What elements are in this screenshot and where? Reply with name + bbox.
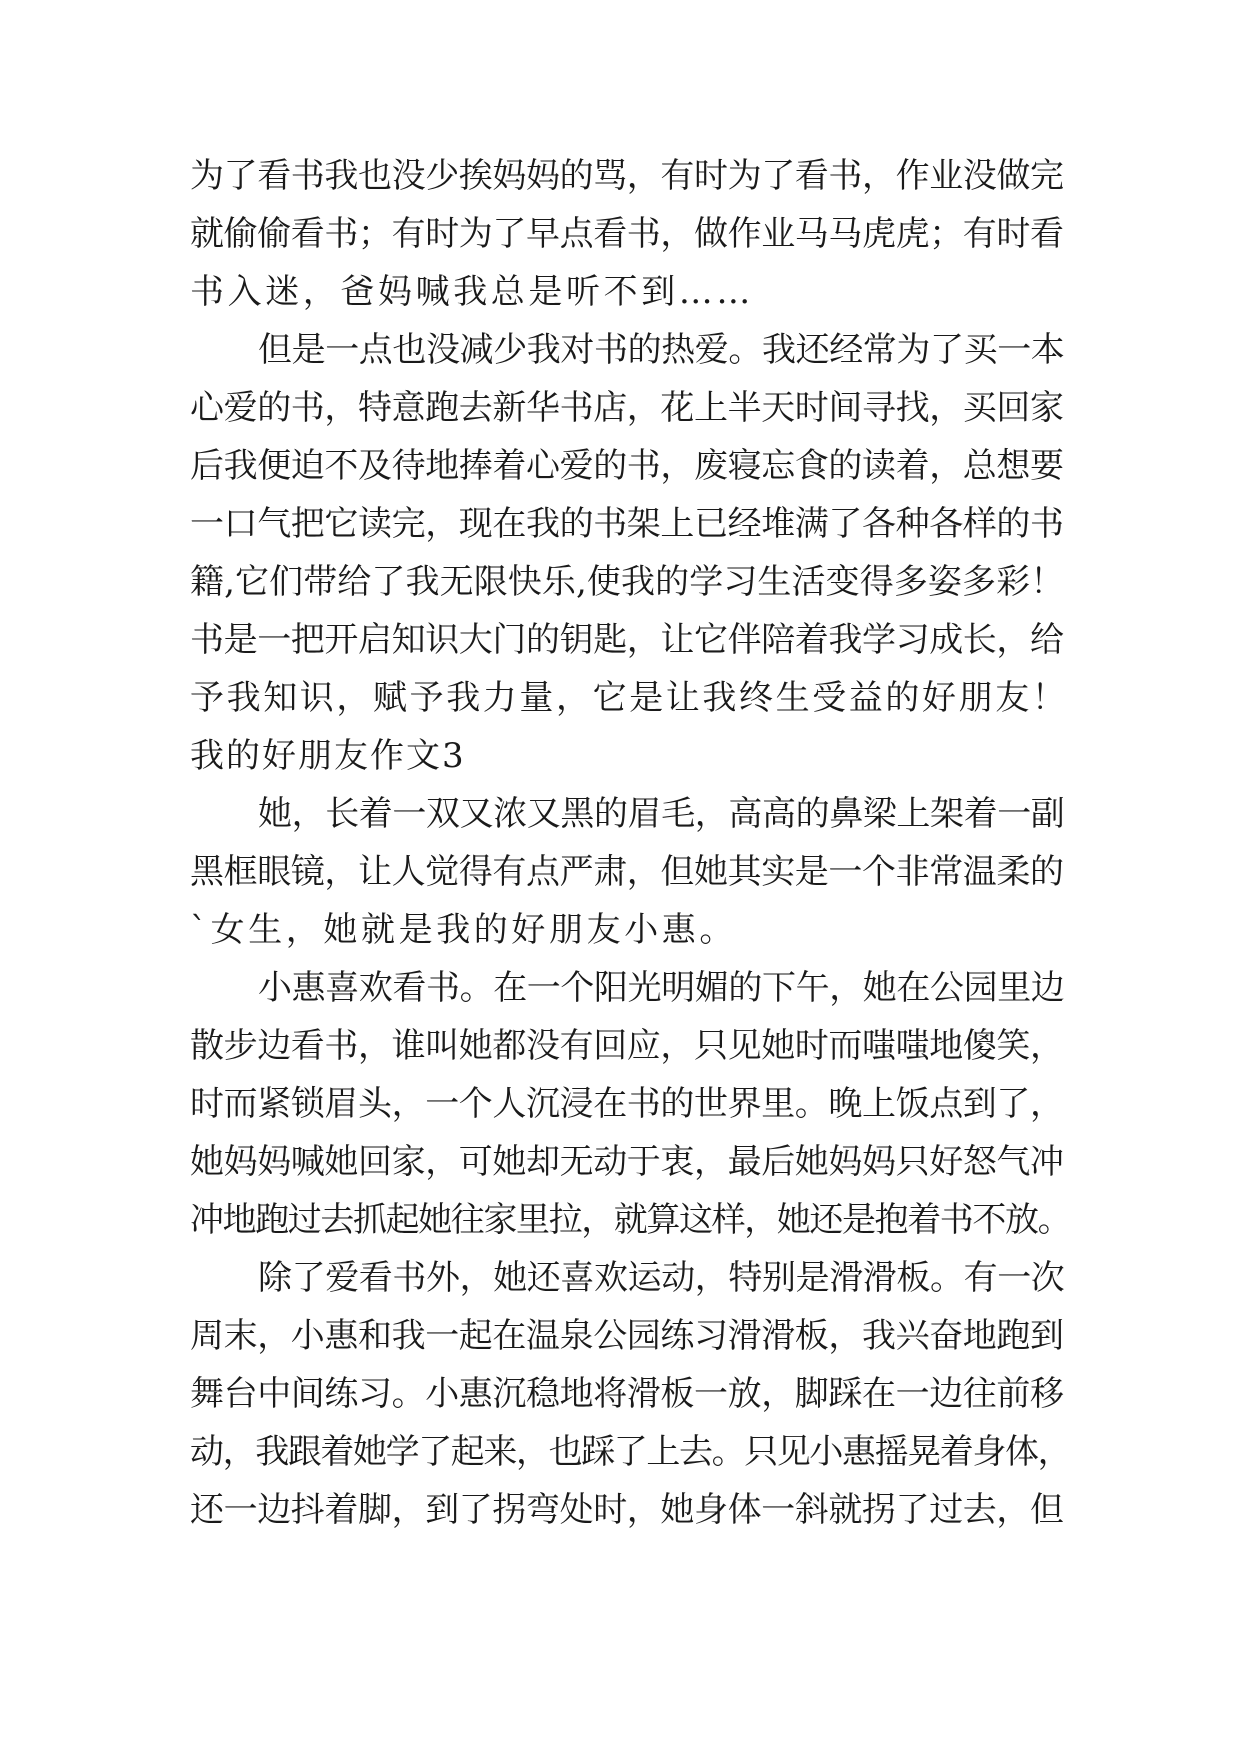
text-line: 她妈妈喊她回家，可她却无动于衷，最后她妈妈只好怒气冲 [190,1142,1064,1182]
paragraph-start-line: 小惠喜欢看书。在一个阳光明媚的下午，她在公园里边 [258,968,1065,1008]
text-line: 一口气把它读完，现在我的书架上已经堆满了各种各样的书 [190,504,1064,544]
text-line: `女生，她就是我的好朋友小惠。 [190,910,737,950]
text-line: 舞台中间练习。小惠沉稳地将滑板一放，脚踩在一边往前移 [190,1374,1064,1414]
text-line: 还一边抖着脚，到了拐弯处时，她身体一斜就拐了过去，但 [190,1490,1064,1530]
paragraph-start-line: 但是一点也没减少我对书的热爱。我还经常为了买一本 [258,330,1065,370]
text-line: 黑框眼镜，让人觉得有点严肃，但她其实是一个非常温柔的 [190,852,1064,892]
text-line: 书入迷，爸妈喊我总是听不到…… [190,272,754,312]
paragraph-start-line: 她，长着一双又浓又黑的眉毛，高高的鼻梁上架着一副 [258,794,1065,834]
text-line: 就偷偷看书；有时为了早点看书，做作业马马虎虎；有时看 [190,214,1064,254]
text-line: 散步边看书，谁叫她都没有回应，只见她时而嗤嗤地傻笑， [190,1026,1064,1066]
text-line: 书是一把开启知识大门的钥匙，让它伴陪着我学习成长，给 [190,620,1064,660]
text-line: 予我知识，赋予我力量，它是让我终生受益的好朋友！ [190,678,1069,718]
text-line: 籍,它们带给了我无限快乐,使我的学习生活变得多姿多彩！ [190,562,1065,602]
text-line: 为了看书我也没少挨妈妈的骂，有时为了看书，作业没做完 [190,156,1064,196]
section-heading: 我的好朋友作文3 [190,736,466,776]
text-line: 心爱的书，特意跑去新华书店，花上半天时间寻找，买回家 [190,388,1064,428]
text-line: 周末，小惠和我一起在温泉公园练习滑滑板，我兴奋地跑到 [190,1316,1064,1356]
text-line: 后我便迫不及待地捧着心爱的书，废寝忘食的读着，总想要 [190,446,1064,486]
text-line: 时而紧锁眉头，一个人沉浸在书的世界里。晚上饭点到了， [190,1084,1064,1124]
text-line: 动，我跟着她学了起来，也踩了上去。只见小惠摇晃着身体， [190,1432,1071,1472]
paragraph-start-line: 除了爱看书外，她还喜欢运动，特别是滑滑板。有一次 [258,1258,1065,1298]
text-line: 冲地跑过去抓起她往家里拉，就算这样，她还是抱着书不放。 [190,1200,1071,1240]
